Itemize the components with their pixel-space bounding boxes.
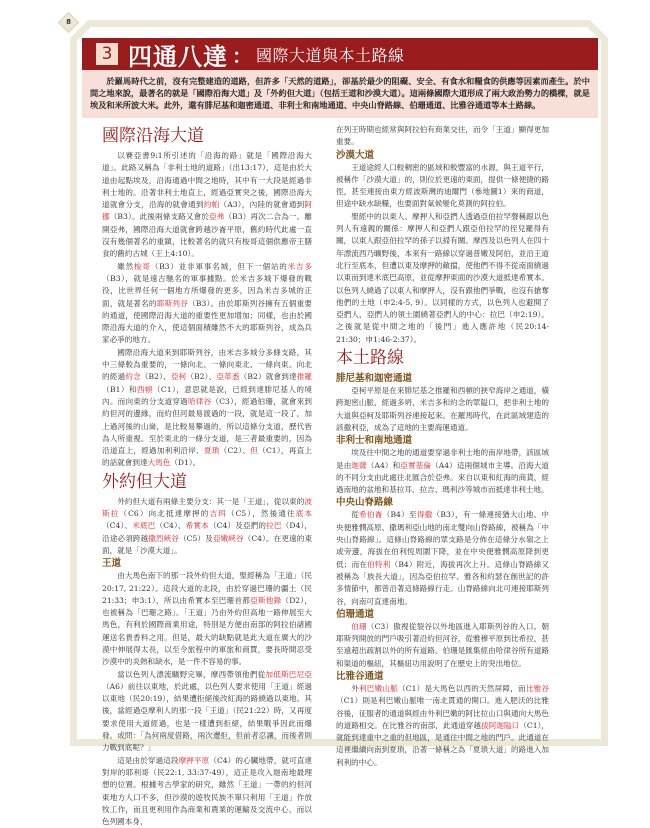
text-run: （C4）、 [155,521,186,531]
text-run: （B2）、 [140,372,171,382]
text-run: 外 [351,683,359,693]
text-run: （C1），再直上的話就會到達 [102,446,313,468]
text-run: （C1），就能到達重中之重的但地區，是通往中間之地的門戶。此通道在這裡繼續向南到夏瑣，沿著一條稱之為「夏瑣大道」的路進入加利利的中心。 [336,720,550,767]
intro-paragraph: 於羅馬時代之前，沒有完整建造的道路，但許多「天然的道路」，卻基於最少的阻礙、安全、有食水和糧食的供應等因素而產生。於中間之地來說，最著名的就是「國際沿海大道」及「外約但大道」（包括王道和沙漠大道）。這兩條國際大道形成了兩大政治勢力的橋樑，就是埃及和米所波大米。此外，還有腓尼基和迦密通道、非利士和南地通道、中央山脊路線、伯珊通道、比雅谷通道等本土路線。 [90,76,590,110]
text-run: （B4）至 [382,510,417,520]
text-run: （B2）就會到達 [239,372,297,382]
text-run: （C4）及亞捫的 [208,521,267,531]
chapter-subtitle: 國際大道與本土路線 [256,45,405,65]
text-run: （C5），然後通往 [226,509,296,519]
paragraph [102,150,312,261]
paragraph-continued: 在列王時期也經常與阿拉伯有商業交往，而令「王道」顯得更加重要。 [336,125,549,147]
place-name: 約念 [125,372,141,382]
place-name: 約帕 [203,200,220,210]
place-name: 希伯崙 [359,510,383,520]
text-run: 當以色列人漂流曠野完畢，摩西帶領他們從 [117,669,266,679]
paragraph [336,683,549,769]
place-name: 夏瑣 [203,446,220,456]
place-name: 摩押平原 [178,755,210,765]
text-run: （C1），意思就是說，已經到達腓尼基人的境內。而向東的分支道穿過 [102,384,312,406]
paragraph [102,347,312,470]
text-run: （C4）的心臟地帶，就可直達對岸的耶利哥（民22:1, 33:37-49），這正是攻入迦南地最理想的位置。根據考古學家的研究，雖然「王道」一帶的約但河東地方人口不多，但沙漠的遊牧民族不單只利用「王道」作放牧工作，而且更利用作為商業和農業的運輸及交流中心，而以色列國本身， [102,755,313,827]
text-run: （B3）再次二合為一。離開亞弗，國際沿海大道就會跨越沙崙平原，舊約時代此處一直沒有幾個著名的重鎮，比較著名的就只有梭哥這個供應帝王膳食的舊約古城（王上4:10）。 [102,212,312,259]
text-run: （C5）及 [178,533,213,543]
intro-box [82,70,598,118]
subheading-beqaa-valley: 比雅谷通道 [336,670,384,682]
section-heading-coastal-highway: 國際沿海大道 [102,126,204,146]
text-run: 由大馬色南下的那一段外約但大道，聖經稱為「王道」（民20:17, 21:22）。這段大道的北段，由於穿過巴珊的疆土（民21:33；申3:1），所以由希實本至巴珊首都 [102,571,312,605]
place-name: 伯珊 [351,621,367,631]
paragraph [102,261,312,347]
place-name: 亞弗 [209,212,225,222]
paragraph [102,755,312,828]
place-name: 吉珥 [209,509,227,519]
place-name: 梭哥 [133,261,151,271]
paragraph [336,621,549,670]
text-run: （B2）、 [186,372,217,382]
subheading-phoenicia-carmel: 腓尼基和迦密通道 [336,373,413,385]
place-name: 比雅谷 [525,683,550,693]
text-run: （A3），內陸的就會通到 [219,200,305,210]
paragraph [336,211,549,346]
text-run: （C2）、 [219,446,251,456]
paragraph [102,496,312,557]
subheading-beth-shan: 伯珊通道 [336,608,375,620]
text-run: （C3），經過伯珊，就會來到約但河的邊緣，而約但河最易渡過的一段，就是這一段了，加上過河後的山崗，是比較易攀過的，所以這條分支道，歷代皆為人所重視。至於東北的一條分支道，是三者最重要的，因為沿道直上，經過加利利沿岸、 [102,396,313,456]
text-run: 雖然 [117,261,134,271]
place-name: 米吉多 [287,261,312,271]
place-name: 西頓 [136,384,153,394]
text-run: 從 [351,510,360,520]
place-name: 加低斯巴尼亞 [265,669,313,679]
text-run: （C4）。在更遠的東面，就是「沙漠大道」。 [102,533,313,555]
paragraph [102,570,312,668]
paragraph [336,162,549,211]
chapter-number: 3 [96,43,118,65]
text-run: 聖經中的以東人、摩押人和亞捫人透過亞伯拉罕聲稱跟以色列人有遠親的關係：摩押人和亞捫人跟亞伯拉罕的侄兒羅得有關，以東人跟亞伯拉罕的孫子以掃有關。摩西及以色列人在四十年漂流西乃曠野後，本來有一路線以穿過普嫩及阿伯，並沿王道北行至底本，但遭以東及摩押的敵擋，使他們不得不從南面繞過以東而到達米底巴高原，並從摩押東面的沙漠大道抵達希實本。以色列人繞過了以東人和摩押人，沒有跟他們爭戰，也沒有搶奪他們的土地（申2:4-5, 9）。以同樣的方式，以色列人也避開了亞捫人，亞捫人的領土圍繞著亞捫人的中心：拉巴（申2:19）。之後就是從中間之地的「後門」進入應許地（民20:14-21:30；申1:46-2:37）。 [336,211,549,344]
place-name: 但 [250,446,259,456]
place-name: 亞嫩峽谷 [212,533,244,543]
text-run: （A6）前往以東地，於此處，以色列人要求使用「王道」經過以東地（民20:19），結果遭拒絕後改紅海的路繞過以東地。其後，當經過亞摩利人的那一段「王道」（民21:22）時，又再度要求使用大道經過，也是一樣遭到拒絕，結果戰爭因此而爆發。或問：「為何兩度借路，兩次遭拒，但前者忍讓，而後者則力戰到底呢？」 [102,681,312,753]
text-run: 王道途經人口較稠密的區域和較豐富的水源，與王道平行，被稱作「沙漠大道」的，則位於更遠的東面，提供一條便捷的路徑，甚至連接由東方經波斯灣的迪爾門（參地圖1）來的商道，但途中缺水缺糧，也要面對氣候變化莫測的阿拉伯。 [336,162,549,209]
text-run: （D4），沿途必須跨越 [102,521,313,543]
text-run: （B4）附近，海拔再次上升。這條山脊路線又被稱為「族長大道」，因為亞伯拉罕、雅各和約瑟在創世記的許多情節中，都曾沿著這條路線行走。山脊路線向北可連接耶斯列谷，向南可直達南地。 [336,559,549,606]
text-run: （C1）是大馬色以西的天然屏障，而 [398,683,526,693]
place-name: 耶斯列谷 [156,298,189,308]
place-name: 得撒 [416,510,433,520]
paragraph [336,385,549,434]
place-name: 利巴嫩山脈 [359,683,398,693]
text-run: 外約但大道有兩條主要分支：其一是「王道」，從以東的 [117,496,305,506]
place-name: 希實本 [185,521,209,531]
text-run: （B3）。此後兩條支路又會於 [109,212,210,222]
text-run: （B3），就是遠古馳名的軍事據點。於米吉多城下爆發的戰役，比世界任何一個地方所爆發的更多，因為米吉多城的正面，就是著名的 [102,273,312,308]
paragraph [102,669,312,755]
place-name: 大馬色 [147,458,171,468]
text-run: （A4）和 [366,460,401,470]
subheading-kings-highway: 王道 [102,558,122,570]
place-name: 米底巴 [132,521,156,531]
text-run: （C3）傲視從裂谷以外地區進入耶斯列谷的入口。朝耶斯列開放的門戶吸引著沿約但河谷，從雅穆平原到比希拉，甚至遠超出疏割以外的所有道路。伯珊是匯集經由哈律谷所有道路和渠道的樞紐，其樞紐功用說明了在歷史上的突出地位。 [336,621,550,668]
subheading-philistia-negev: 非利士和南地通道 [336,435,413,447]
text-run: 以賽亞書9:1所引述的「沿海的路」就是「國際沿海大道」。此路又稱為「非利士地的道路」（出13:17），這是由於大道由起點埃及，沿海通過中間之地時，其中有一大段是經過非利士地的。沿著非利士地直上，經過亞實突之後，國際沿海大道就會分支，沿海的就會通到 [102,151,312,210]
text-run: 亞柯平原是在來腓尼基之推羅和西頓的狹窄海岸之通道，橫跨迦密山脈，經過多坍、米吉多和約念的眾隘口，把非利士地的大道與亞柯及耶斯列谷連接起來。在羅馬時代，在此區域建造的該撒利亞，成為了這地的主要海運通道。 [336,386,549,432]
text-run: （C1）則是利巴嫩山脈唯一南北貫通的開口。進入肥沃的比雅谷後，征服者的通道與經由外利巴嫩的阿比拉山口與通向大馬色的道路相交。在比雅谷的南部，此通道穿越 [336,696,549,730]
text-run: （B3）。由於耶斯列谷擁有五個重要的通道，使國際沿海大道的重要性更加增加；同樣，也由於國際沿海大道的介入，使這個面積雖然不大的耶斯列谷，成為兵家必爭的地方。 [102,298,313,345]
place-name: 拉巴 [266,521,282,531]
text-run: （B3）並非軍事名城，但下一個站的 [150,261,288,271]
text-run: 埃及往中間之地的通道要穿過非利士地的南岸地帶，該區域是由 [336,448,549,470]
chapter-title-bar [82,38,598,70]
place-name: 底本 [295,509,313,519]
place-name: 亞革悉 [216,372,240,382]
left-column [102,124,312,828]
place-name: 亞柯 [170,372,187,382]
place-name: 亞斯他錄 [250,595,282,605]
place-name: 波斯拉 [102,496,312,519]
text-run: （D1）。 [170,458,201,468]
text-run: （D2），也被稱為「巴珊之路」。「王道」乃由外約但高地一路伸展至大馬色，有利於國際商業用途，特別是方便由南部的阿拉伯諸國運送名貴香料之用。但是，最大的缺點就是此大道在廣大的沙漠中伸展得太長，以至令旅程中的軍旅和商賈，要長時間忍受沙漠中的炎熱和缺水，是一件不容易的事。 [102,595,313,667]
place-name: 哈律谷 [187,396,212,406]
chapter-title: 四通八達 [128,41,228,71]
subheading-desert-highway: 沙漠大道 [336,149,375,161]
section-heading-local-routes: 本土路線 [336,348,404,369]
place-name: 迦薩 [351,460,367,470]
paragraph [336,509,549,607]
text-run: （C4）、 [102,521,133,531]
page-number-badge [58,12,79,33]
subheading-central-ridge: 中央山脊路線 [336,497,394,509]
text-run: （A4）這兩個城市主導。沿海大道的不同分支由此處往北匯合於亞弗。來自以東和紅海的商貨，經過南地的盆地和基拉耳、拉吉、瑪利沙等城市而抵達非利士地。 [336,460,550,495]
text-run: 國際沿海大道來到耶斯列谷，由米吉多城分多條支路，其中三條較為重要的，一條向北、一條向東北、一條向東。向北的經過 [102,347,312,382]
text-run: 這是由於穿過這段 [117,755,179,765]
place-name: 阿挪 [102,200,313,222]
place-name: 撒烈峽谷 [148,533,179,543]
place-name: 推羅 [296,372,313,382]
text-run: （B3），有一條連接猶大山地、中央便雅憫高原、撒瑪利亞山地的南北雙向山脊路線，被稱為「中央山脊路線」。這條山脊路線的眾支路是分佈在這條分水嶺之上或旁邊，海拔在伯利恆周圍下降，並在中央便雅憫高原降到更低；而在 [336,510,550,569]
paragraph [336,447,549,496]
place-name: 伯特利 [367,559,391,569]
page-number: 8 [66,18,71,26]
text-run: （C6）向北抵達摩押的 [119,509,210,519]
text-run: （B1）和 [102,384,137,394]
title-separator: ： [232,43,252,68]
right-column [336,124,549,769]
place-name: 亞實基倫 [400,460,432,470]
place-name: 拔阿迦隘口 [481,720,520,730]
section-heading-transjordan-highway: 外約但大道 [102,471,187,492]
